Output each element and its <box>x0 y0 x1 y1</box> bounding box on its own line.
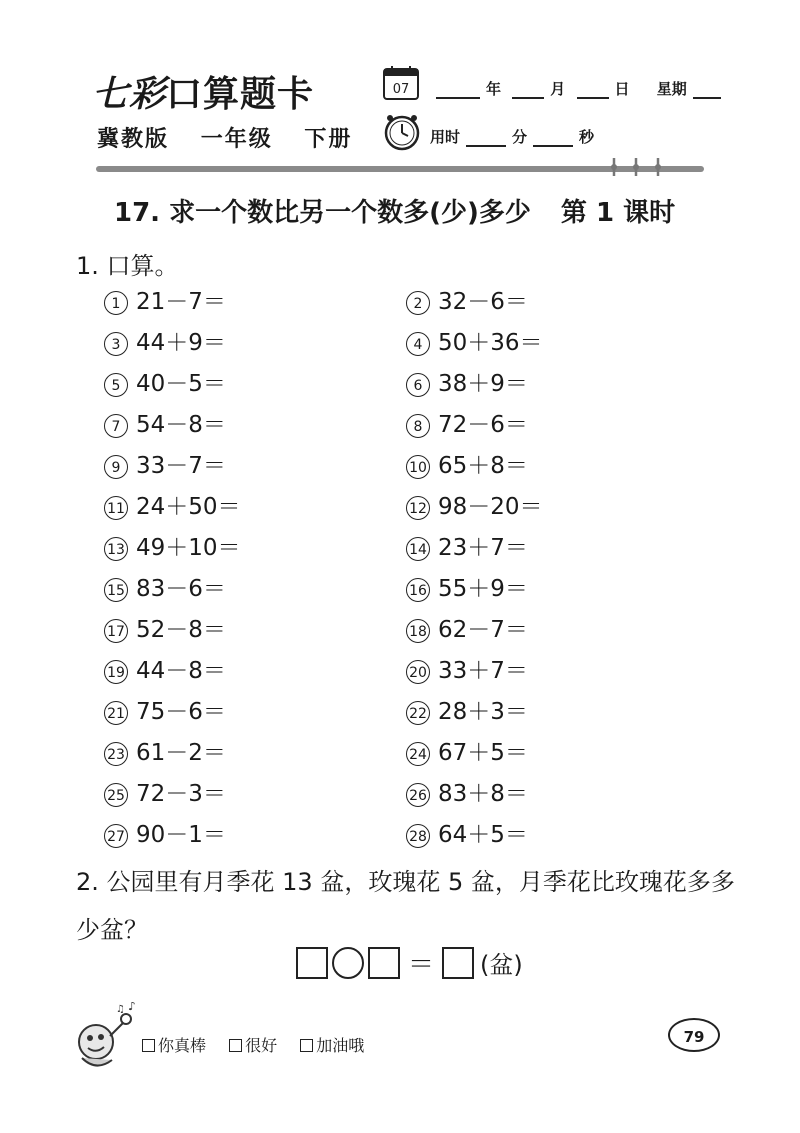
calc-expression: 50＋36＝ <box>438 330 543 356</box>
calc-item <box>104 488 241 521</box>
item-number-badge: 19 <box>104 660 128 684</box>
calc-item <box>104 693 226 726</box>
item-number-badge: 6 <box>406 373 430 397</box>
item-number-badge: 23 <box>104 742 128 766</box>
year-label: 年 <box>486 80 502 98</box>
item-number-badge: 16 <box>406 578 430 602</box>
edition-line <box>97 122 374 153</box>
lesson-title <box>114 192 675 229</box>
day-label: 日 <box>614 80 630 98</box>
calc-expression: 33＋7＝ <box>438 658 528 684</box>
calc-item <box>104 365 226 398</box>
calc-item <box>406 652 528 685</box>
calc-expression: 33－7＝ <box>136 453 226 479</box>
answer-unit: (盆) <box>480 951 523 979</box>
item-number-badge: 25 <box>104 783 128 807</box>
calc-expression: 44－8＝ <box>136 658 226 684</box>
calc-item <box>406 324 543 357</box>
question-2-text: 2. 公园里有月季花 13 盆，玫瑰花 5 盆，月季花比玫瑰花多多少盆？ <box>76 868 735 944</box>
year-blank[interactable] <box>436 83 480 99</box>
item-number-badge: 1 <box>104 291 128 315</box>
month-label: 月 <box>550 80 566 98</box>
calc-item <box>406 611 528 644</box>
rating-keep-going[interactable] <box>300 1036 364 1055</box>
calc-expression: 72－3＝ <box>136 781 226 807</box>
calc-item <box>104 283 226 316</box>
item-number-badge: 26 <box>406 783 430 807</box>
rating-great[interactable] <box>142 1036 206 1055</box>
weekday-label: 星期 <box>656 80 687 98</box>
calc-expression: 55＋9＝ <box>438 576 528 602</box>
calc-expression: 90－1＝ <box>136 822 226 848</box>
rating-good[interactable] <box>229 1036 277 1055</box>
calc-expression: 52－8＝ <box>136 617 226 643</box>
clock-icon <box>382 112 422 152</box>
calc-item <box>406 570 528 603</box>
rating-keep-going-label: 加油哦 <box>316 1036 365 1055</box>
edition-volume: 下册 <box>304 127 353 152</box>
calc-expression: 67＋5＝ <box>438 740 528 766</box>
item-number-badge: 12 <box>406 496 430 520</box>
item-number-badge: 10 <box>406 455 430 479</box>
time-fields <box>430 126 594 147</box>
calc-item <box>406 406 528 439</box>
item-number-badge: 11 <box>104 496 128 520</box>
edition-grade: 一年级 <box>200 127 273 152</box>
calc-item <box>104 406 226 439</box>
minutes-label: 分 <box>512 128 528 146</box>
calc-item <box>104 529 241 562</box>
calc-expression: 44＋9＝ <box>136 330 226 356</box>
calc-expression: 75－6＝ <box>136 699 226 725</box>
calc-expression: 24＋50＝ <box>136 494 241 520</box>
minutes-blank[interactable] <box>466 131 506 147</box>
calc-item <box>104 775 226 808</box>
calc-item <box>406 734 528 767</box>
item-number-badge: 5 <box>104 373 128 397</box>
calc-expression: 98－20＝ <box>438 494 543 520</box>
brand-title <box>92 66 314 117</box>
answer-equation <box>296 944 523 984</box>
item-number-badge: 27 <box>104 824 128 848</box>
weekday-blank[interactable] <box>693 83 721 99</box>
calendar-day: 07 <box>392 82 410 97</box>
item-number-badge: 20 <box>406 660 430 684</box>
calc-item <box>406 693 528 726</box>
calc-expression: 65＋8＝ <box>438 453 528 479</box>
date-fields <box>430 78 727 99</box>
item-number-badge: 15 <box>104 578 128 602</box>
month-blank[interactable] <box>512 83 544 99</box>
calc-expression: 72－6＝ <box>438 412 528 438</box>
item-number-badge: 8 <box>406 414 430 438</box>
item-number-badge: 3 <box>104 332 128 356</box>
rating-good-label: 很好 <box>245 1036 278 1055</box>
calc-expression: 49＋10＝ <box>136 535 241 561</box>
item-number-badge: 9 <box>104 455 128 479</box>
svg-text:♫: ♫ <box>116 1004 125 1015</box>
equals-sign: ＝ <box>408 950 435 980</box>
item-number-badge: 28 <box>406 824 430 848</box>
calc-expression: 28＋3＝ <box>438 699 528 725</box>
calc-expression: 38＋9＝ <box>438 371 528 397</box>
item-number-badge: 24 <box>406 742 430 766</box>
calc-expression: 23＋7＝ <box>438 535 528 561</box>
item-number-badge: 22 <box>406 701 430 725</box>
rating-checkbox[interactable] <box>300 1039 313 1052</box>
calc-expression: 54－8＝ <box>136 412 226 438</box>
operator-circle[interactable] <box>332 947 364 979</box>
calc-expression: 83＋8＝ <box>438 781 528 807</box>
calc-item <box>104 324 226 357</box>
calc-item <box>104 447 226 480</box>
item-number-badge: 18 <box>406 619 430 643</box>
rating-great-label: 你真棒 <box>158 1036 207 1055</box>
item-number-badge: 4 <box>406 332 430 356</box>
svg-text:♪: ♪ <box>128 1002 136 1013</box>
calc-expression: 64＋5＝ <box>438 822 528 848</box>
seconds-blank[interactable] <box>533 131 573 147</box>
calc-item <box>406 365 528 398</box>
edition-publisher: 冀教版 <box>97 127 170 152</box>
calc-expression: 83－6＝ <box>136 576 226 602</box>
rating-checkbox[interactable] <box>229 1039 242 1052</box>
calc-item <box>104 570 226 603</box>
calc-item <box>104 734 226 767</box>
calc-item <box>406 775 528 808</box>
lesson-period: 第 1 课时 <box>560 198 676 228</box>
question-1-title: 1. 口算。 <box>76 252 179 280</box>
brand-mark: 七彩 <box>92 73 167 115</box>
calendar-icon <box>382 64 420 102</box>
calc-item <box>104 652 226 685</box>
calc-item <box>104 816 226 849</box>
calc-item <box>104 611 226 644</box>
calc-expression: 61－2＝ <box>136 740 226 766</box>
item-number-badge: 21 <box>104 701 128 725</box>
time-used-label: 用时 <box>430 128 461 146</box>
item-number-badge: 17 <box>104 619 128 643</box>
calc-expression: 32－6＝ <box>438 289 528 315</box>
answer-result-box[interactable] <box>442 947 474 979</box>
binder-rings-icon <box>604 156 668 178</box>
mascot-singing-icon <box>70 1002 142 1074</box>
lesson-name: 17. 求一个数比另一个数多(少)多少 <box>114 198 531 228</box>
self-rating <box>142 1033 382 1056</box>
calc-item <box>406 283 528 316</box>
answer-box-2[interactable] <box>368 947 400 979</box>
item-number-badge: 13 <box>104 537 128 561</box>
rating-checkbox[interactable] <box>142 1039 155 1052</box>
brand-name: 口算题卡 <box>166 74 315 115</box>
seconds-label: 秒 <box>579 128 595 146</box>
page-number: 79 <box>668 1018 720 1052</box>
day-blank[interactable] <box>577 83 609 99</box>
item-number-badge: 7 <box>104 414 128 438</box>
calc-item <box>406 816 528 849</box>
calc-item <box>406 447 528 480</box>
calc-expression: 21－7＝ <box>136 289 226 315</box>
item-number-badge: 14 <box>406 537 430 561</box>
item-number-badge: 2 <box>406 291 430 315</box>
calc-item <box>406 529 528 562</box>
calc-expression: 62－7＝ <box>438 617 528 643</box>
calc-item <box>406 488 543 521</box>
calc-expression: 40－5＝ <box>136 371 226 397</box>
answer-box-1[interactable] <box>296 947 328 979</box>
